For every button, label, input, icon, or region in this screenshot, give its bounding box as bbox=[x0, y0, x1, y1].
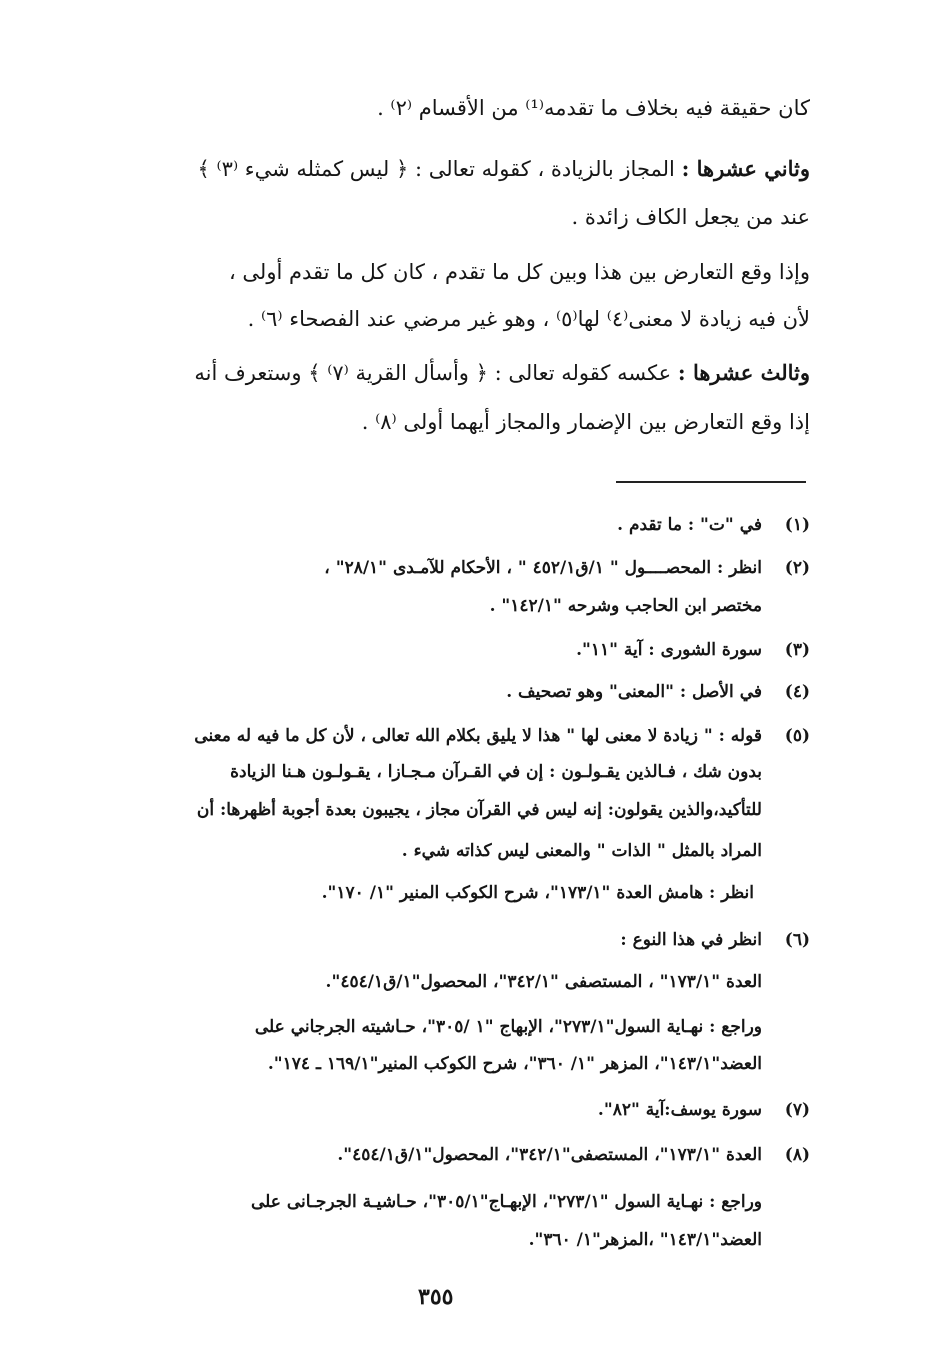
footnote-8-line-2: وراجع : نهـاية السول "٢٧٣/١"، الإبهـاج"٣٠٥/١"، حـاشيـة الجرجـانى على bbox=[250, 1192, 762, 1212]
footnote-5-line-4: المراد بالمثل " الذات " والمعنى ليس كذاته شيء . bbox=[401, 841, 762, 861]
footnote-6-line-2: العدة "١٧٣/١" ، المستصفى "٣٤٢/١"، المحصول"١/ق٤٥٤/١". bbox=[325, 972, 762, 992]
footnote-4: في الأصل : "المعنى" وهو تصحيف . bbox=[506, 682, 762, 702]
section-heading-twelfth: وثاني عشرها : bbox=[681, 156, 810, 181]
footnote-2-line-2: مختصر ابن الحاجب وشرحه "١٤٢/١" . bbox=[489, 596, 762, 616]
footnote-number-7: (٧) bbox=[784, 1100, 810, 1120]
footnote-5-line-3: للتأكيد،والذين يقولون: إنه ليس في القرآن مجاز ، يجيبون بعدة أجوبة أظهرها: أن bbox=[196, 800, 762, 820]
body-line-2 bbox=[198, 156, 810, 181]
footnote-number-3: (٣) bbox=[784, 640, 810, 660]
footnote-number-5: (٥) bbox=[784, 726, 810, 746]
body-line-3: عند من يجعل الكاف زائدة . bbox=[571, 205, 810, 229]
page-number: ٣٥٥ bbox=[418, 1284, 454, 1310]
body-line-4: وإذا وقع التعارض بين هذا وبين كل ما تقدم ، كان كل ما تقدم أولى ، bbox=[228, 260, 810, 284]
body-line-2-text: المجاز بالزيادة ، كقوله تعالى : ﴿ ليس كمثله شيء ⁽٣⁾ ﴾ bbox=[197, 157, 675, 181]
footnote-5-line-5: انظر : هامش العدة "١٧٣/١"، شرح الكوكب المنير "١/ ١٧٠". bbox=[321, 883, 754, 903]
footnote-5-line-1: قوله : " زيادة لا معنى لها " هذا لا يليق بكلام الله تعالى ، لأن كل ما فيه له معنى bbox=[194, 726, 762, 746]
body-line-7: إذا وقع التعارض بين الإضمار والمجاز أيهما أولى ⁽٨⁾ . bbox=[361, 410, 810, 434]
body-line-6-text: عكسه كقوله تعالى : ﴿ وأسأل القرية ⁽٧⁾ ﴾ وستعرف أنه bbox=[194, 361, 672, 385]
body-line-6 bbox=[194, 360, 810, 385]
footnote-6-line-4: العضد"١٤٣/١"، المزهر "١/ ٣٦٠"، شرح الكوكب المنير"١٦٩/١ ـ ١٧٤". bbox=[267, 1054, 762, 1074]
footnote-number-1: (١) bbox=[784, 515, 810, 535]
footnote-8-line-1: العدة "١٧٣/١"، المستصفى"٣٤٢/١"، المحصول"١/ق٤٥٤/١". bbox=[337, 1145, 762, 1165]
footnote-7: سورة يوسف:آية "٨٢". bbox=[597, 1100, 762, 1120]
footnote-number-8: (٨) bbox=[784, 1145, 810, 1165]
footnote-6-line-1: انظر في هذا النوع : bbox=[620, 930, 762, 950]
footnote-6-line-3: وراجع : نهـاية السول"٢٧٣/١"، الإبهاج "١ /٣٠٥"، حـاشيته الجرجاني على bbox=[254, 1017, 762, 1037]
section-heading-thirteenth: وثالث عشرها : bbox=[677, 360, 810, 385]
footnote-3: سورة الشورى : آية "١١". bbox=[576, 640, 762, 660]
body-line-5: لأن فيه زيادة لا معنى⁽٤⁾ لها⁽٥⁾ ، وهو غير مرضي عند الفصحاء ⁽٦⁾ . bbox=[247, 307, 810, 331]
footnote-number-2: (٢) bbox=[784, 558, 810, 578]
footnote-1: في "ت" : ما تقدم . bbox=[617, 515, 762, 535]
footnote-5-line-2: بدون شك ، فـالذين يقـولـون : إن في القـرآن مـجـازا ، يقـولـون هـنا الزيادة bbox=[230, 762, 762, 782]
body-line-1: كان حقيقة فيه بخلاف ما تقدمه⁽¹⁾ من الأقسام ⁽٢⁾ . bbox=[377, 96, 810, 120]
footnote-number-4: (٤) bbox=[784, 682, 810, 702]
footnote-8-line-3: العضد"١٤٣/١" ،المزهر"١/ ٣٦٠". bbox=[528, 1230, 762, 1250]
footnote-2-line-1: انظر : المحصــــول " ١/ق٤٥٢/١ " ، الأحكام للآمـدى "٢٨/١" ، bbox=[324, 558, 762, 578]
footnote-separator bbox=[616, 481, 806, 483]
footnote-number-6: (٦) bbox=[784, 930, 810, 950]
